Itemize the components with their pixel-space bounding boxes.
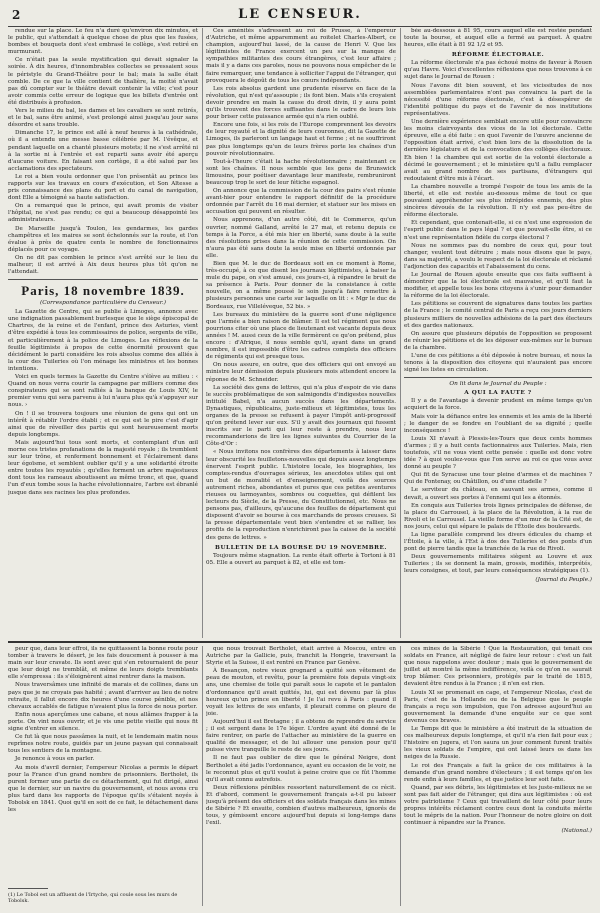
article-paragraph: Le roi a bien voulu ordonner que l'on présentât au prince les rapports sur les travaux en cours d'exécution, et Son Altesse a pris connaissance des plans du port et du canal de navigation, dont Elle a témoigné sa haute satisfaction. <box>8 173 198 202</box>
section-divider <box>8 279 198 280</box>
article-paragraph: Une dernière expérience semblait encore utile pour convaincre les moins clairvoyants des vices de la loi électorale. Cette épreuve, elle a été faite : en quoi l'avenir de l'œuvre ancienne de l'opposition était arrivé, c'est bien lors de la dissolution de la dernière législature et de la convocation des collèges électoraux. Eh bien ! la chambre qui est sortie de la volonté électorale a décimé le gouvernement ; et le ministère qu'il a fallu remplacer avait au grand nombre de ses partisans, d'étrangers qui redoutaient d'être mis à l'écart. <box>404 119 592 182</box>
article-paragraph: On a remarqué que le prince, qui avait promis de visiter l'hôpital, ne s'est pas rendu; ce qui a beaucoup désappointé les administrateurs. <box>8 203 198 224</box>
article-paragraph: Je renonce à vous en parler. <box>15 756 95 763</box>
dateline-subheading: (Correspondance particulière du Censeur.) <box>39 300 167 307</box>
article-paragraph: ces mines de la Sibérie ! Que la Restauration, qui tenait ces soldats en France, ait négligé de faire leur retour : c'est un fait que nous rappelons avec douleur ; mais que le gouvernement de juillet ait montré la même indifférence, voilà ce qu'on ne saurait trop blâmer. Ces prisonniers, protégés par le traité de 1815, devaient être rendus à la France ; il n'en est rien. <box>404 646 592 688</box>
article-paragraph: La chambre nouvelle a trompé l'espoir de tous les amis de la liberté, et elle est restée au-dessous même de tout ce que pouvaient appréhender ses plus intrépides ennemis, des plus sincères dévoués de la révolution. Il n'y est pas peu-être de réforme électorale. <box>404 183 592 219</box>
article-paragraph: Nous ne sommes pas du nombre de ceux qui, pour tout changer, veulent tout détruire ; mais nous disons que le pays, dans sa majorité, a voulu le respect de la loi électorale et réclamé l'adjonction des capacités et l'abaissement du cens. <box>404 242 592 270</box>
article-paragraph: La société des gens de lettres, qui n'a plus d'espoir de vie dans le succès problématique de son salmigondis d'indigestes nouvelles intitulé Babel, n'a aucun succès dans les départements. Dynastiques, républicains, juste-milieux et légitimistes, tous les organes de la presse se refusent à payer l'impôt anti-progressif qu'on prétend lever sur eux. S'il y avait des journaux qui fussent inscrits sur le parti qui leur reste à prendre, nous leur recommanderions de lire les lignes suivantes du Courrier de la Côte-d'Or : <box>206 384 396 448</box>
article-paragraph: Le roi des Français a fait la grâce de ces militaires à la demande d'un grand nombre d'électeurs ; il est temps qu'on les rende enfin à leurs familles, et que justice leur soit faite. <box>404 762 592 783</box>
article-paragraph: Tout-à-l'heure c'était la hache révolutionnaire ; maintenant ce sont les chaînes. Il nous semble que les gens de Brunswick limousins, pour poétiser davantage leur manifeste, rembruniront beaucoup trop le sort de leur fétiche espagnol. <box>206 158 396 186</box>
article-paragraph: Louis XI se promenait en cage, et l'empereur Nicolas, c'est de Paris, c'est de la Hollande ou de la Belgique que le peuple français a reçu son impulsion, que l'on adresse aujourd'hui au gouvernement la demande d'une enquête sur ce que sont devenus ces braves. <box>404 689 592 724</box>
footnote: (1) Le Tobol est un affluent de l'Irtyche, qui coule sous les murs de Tobolsk. <box>8 892 178 904</box>
article-paragraph: On ne dit pas combien le prince s'est arrêté sur le lieu du malheur; il est arrivé à Aix deux heures plus tôt qu'on ne l'attendait. <box>8 254 198 276</box>
feuilleton-column-1 <box>8 646 198 884</box>
article-paragraph: Qui fit de Syracuse une tour pleine d'armes et de machines ? Qui de Fontenay, ou Châtillon, ou d'une citadelle ? <box>404 472 592 486</box>
article-paragraph: bée au-dessous à 81 95, cours auquel elle est restée pendant toute la bourse, et auquel elle a fermé au parquet. À quatre heures, elle était à 81 92 1/2 et 95. <box>404 28 592 49</box>
article-paragraph: De Marseille jusqu'à Toulon, les gendarmes, les gardes champêtres et les maires se sont échelonnés sur la route, et l'on évalue à près de quatre cents le nombre de fonctionnaires déplacés pour ce voyage. <box>8 225 198 253</box>
article-paragraph: « Nous invitons nos confrères des départements à laisser dans leur obscurité les feuilletons-nouvelles qui depuis assez longtemps énervent l'esprit public. L'histoire locale, les biographies, les comptes-rendus d'ouvrages sérieux, les anecdotes utiles qui ont un but de moralité et d'enseignement, voilà des sources autrement riches, abondantes et pures que ces petites aventures rieuses ou larmoyantes, sombres ou coquettes, qui défilent les lecteurs du Siècle, de la Presse, du Constitutionnel, etc. Nous ne pensons pas, d'ailleurs, qu'aucune des feuilles de département qui disposent d'avoir se bourse à ces marchands de proses creuses. Si la presse départementale veut bien s'entendre et se rallier, les profits de la reproduction n'enrichiront pas la caisse de la société des gens de lettres. » <box>206 449 396 541</box>
article-paragraph: Il ne faut pas oublier de dire que le général Neigre, dont Bertholet a été jadis l'ordonnance, ayant eu occasion de le voir, ne le reconnut plus et qu'il voulut à peine croire que ce fût l'homme qu'il avait connu autrefois. <box>206 755 396 783</box>
article-paragraph: Louis XI n'avait à Plessis-les-Tours que deux cents hommes d'armes ; il y a huit cents factionnaires aux Tuileries. Mais, rien toutefois, s'il ne vous vient cette pensée : quelle est donc votre idée ? à quoi voulez-vous que l'on serve au roi ce que vous avez donné au peuple ? <box>404 435 592 471</box>
column-1 <box>8 28 198 638</box>
article-paragraph: On assure que plusieurs députés de l'opposition se proposent de réunir les pétitions et de les déposer eux-mêmes sur le bureau de la chambre. <box>404 330 592 351</box>
article-paragraph: que nous trouvait Bertholet, était arrivé à Moscou, entre en Autriche par la Gallicie, puis, franchit la Hongrie, traversant la Styrie et la Suisse, il est rentré en France par Genève. <box>206 646 396 667</box>
column-rule <box>202 646 203 906</box>
column-rule <box>202 28 203 638</box>
article-paragraph: Il y a de l'avantage à devenir prudent en même temps qu'on acquiert de la force. <box>404 398 592 412</box>
article-paragraph: Ces aménités s'adressent au roi de Prusse, à l'empereur d'Autriche, et même apparemment au roitelet Charles-Albert, ce champion, aujourd'hui lassé, de la cause de Henri V. Que les légitimistes de France exercent un peu sur la manque de sympathies militantes des cours étrangères, c'est leur affaire ; mais il y a dans ces paroles, nous ne pouvons nous empêcher de le faire remarquer, une tendance à solliciter l'appui de l'étranger, qui provoquera le dégoût de tous les cœurs indépendants. <box>206 28 396 84</box>
article-paragraph: Les rois absolus gardent une prudente réserve en face de la révolution, qui n'est qu'assoupie ; ils font bien. Mais s'ils croyaient devoir prendre en main la cause du droit divin, il y aura point qu'ils trouvent des forces suffisantes dans le cadre de leurs lois pour briser cette puissance armée qui n'a rien oublié. <box>206 85 396 121</box>
article-paragraph: Mais voir la défiance entre les ennemis et les amis de la liberté ; le danger de se fondre en l'oubliant de sa dignité ; quelle inconséquence ! <box>404 413 592 434</box>
column-2 <box>206 28 396 638</box>
article-paragraph: rendue sur la place. Le feu n'a duré qu'environ dix minutes, et le public, qui s'attendait à quelque chose de plus que les fusées, bombes et bouquets dont s'est embrasé le collège, s'est retiré en murmurant. <box>8 28 198 56</box>
reform-heading: RÉFORME ÉLECTORALE. <box>451 52 545 59</box>
page-number: 2 <box>12 8 21 22</box>
column-rule <box>400 646 401 906</box>
article-paragraph: peur que, dans leur effroi, ils ne quittassent la bonne route pour tomber à travers le désert, je les fais doucement à pousser à ma main sur leur cravate. Ils sont avec qui s'en retournaient de peur que leur doigt ne tremblât, et même de leurs doigts tremblants elle s'empressa : ils s'éloignèrent ainsi rentrer dans la maison. <box>8 646 198 681</box>
newspaper-page <box>8 4 592 909</box>
article-paragraph: Nous apprenons, d'un autre côté, dit le Commerce, qu'un ouvrier, nommé Galland, arrêté le 27 mai, et retenu depuis ce temps à la Force, a été mis hier en liberté, sans doute à la suite des résolutions prises dans la réunion de cette commission. On n'aura pas été sans doute la seule mise en liberté ordonnée par elle. <box>206 217 396 259</box>
footnote-rule <box>8 888 48 889</box>
article-paragraph: Aujourd'hui il est Bretagne ; il a obtenu de reprendre du service ; il est sergent dans le 17e léger. L'ordre ayant été donné de le faire rentrer, on parle de l'attacher au ministère de la guerre en qualité de messager, et de lui allouer une pension pour qu'il puisse vivre tranquille le reste de ses jours. <box>206 718 396 754</box>
article-paragraph: Ce n'était pas la seule mystification qui devait signaler la soirée. À dix heures, d'innombrables collectes se pressaient sous le péristyle du Grand-Théâtre pour le bal; mais la salle était comble. De ce que la ville contient de thalière, la moitié n'avait pas dû compter sur le théâtre devait contenir la ville; c'est pour avoir commis cette erreur de logique que les billets d'entrée ont été distribués à profusion. <box>8 57 198 106</box>
article-paragraph: Au mois d'avril dernier, l'empereur Nicolas a permis le départ pour la France d'un grand nombre de prisonniers. Bertholet, ils purent former une partie de ce détachement, qui fut dirigé, ainsi que le dernier, sur un navire du gouvernement, et nous avons cru plus tard dans les rapports de l'époque qu'ils s'étaient noyés à Tobolsk en 1841. Quoi qu'il en soit de ce fait, le détachement dans les <box>8 764 198 814</box>
feuilleton-divider <box>8 641 592 643</box>
poem-intro: On lit dans le Journal du Peuple : <box>449 381 547 388</box>
masthead <box>8 4 592 27</box>
article-paragraph: Le Journal de Rouen ajoute ensuite que ces faits suffisent à démontrer que la loi électorale est mauvaise, et qu'il faut la modifier, et appelle tous les bons citoyens à s'unir pour demander la réforme de la loi électorale. <box>404 272 592 300</box>
article-paragraph: Le serviteur du château, en sauvant ses armes, comme il devait, a ouvert ses portes à l'ennemi qui les a étonnés. <box>404 487 592 501</box>
article-paragraph: On nous assure, en outre, que des officiers qui ont envoyé au ministre leur démission depuis plusieurs mois attendent encore la réponse de M. Schneider. <box>206 362 396 383</box>
article-paragraph: En conquis aux Tuileries trois lignes principales de défense, de la place du Carrousel, à la place de la Révolution, à la rue de Rivoli et le Carrousel. La vieille forme d'un mur de la Cité est, de nos jours, celui qui sépare le palais de l'Étoile des boulevards. <box>404 502 592 530</box>
source-signoff: (Journal du Peuple.) <box>535 576 592 583</box>
article-paragraph: Toujours même stagnation. La rente était offerte à Tortoni à 81 05. Elle a ouvert au parquet à 82, et elle est tom- <box>206 552 396 566</box>
article-paragraph: Les bureaux du ministère de la guerre sont d'une négligence que l'armée a bien raison de blâmer. Il est tel régiment que nous pourrions citer où une place de lieutenant est vacante depuis deux années ! M. aussi ceux de la ville fermèrent ce qu'on prétend, plus encore : d'Afrique, il nous semble qu'il, ayant dans un grand nombre, il est impossible d'être les cadres complets des officiers de régiments qui est presque tous. <box>206 311 396 361</box>
column-3 <box>404 28 592 638</box>
article-paragraph: Encore une fois, si les rois de l'Europe comprennent les devoirs de leur royauté et la dignité de leurs couronnes, dit la Gazette de Limoges, ils parleront un langage haut et ferme ; et ne souffriront pas plus longtemps qu'un de leurs frères porte les chaînes d'un pouvoir révolutionnaire. <box>206 122 396 157</box>
section-divider <box>404 377 592 378</box>
article-paragraph: Et cependant, que contenait-elle, si ce n'est une expression de l'esprit public dans le pays légal ? et que pouvait-elle être, si ce n'est une représentation fidèle du corps électoral ? <box>404 220 592 241</box>
article-paragraph: Le Temps dit que le ministère a été instruit de la situation de ces malheureux depuis longtemps, et qu'il n'a rien fait pour eux ; l'histoire en jugera, et l'on saura un jour comment furent traités les vieux soldats de l'empire, qui ont laissé leurs os dans les neiges de la Russie. <box>404 726 592 761</box>
article-paragraph: L'une de ces pétitions a été déposée à notre bureau, et nous la tenons à la disposition des citoyens qui n'auraient pas encore signé les listes en circulation. <box>404 353 592 374</box>
bourse-heading: BULLETIN DE LA BOURSE DU 19 NOVEMBRE. <box>215 544 387 551</box>
feuilleton-column-3 <box>404 646 592 906</box>
feuilleton-column-2 <box>206 646 396 906</box>
article-paragraph: Bien que M. le duc de Bordeaux soit en ce moment à Rome, très-occupé, à ce que disent les journaux légitimistes, à baiser la mule du pape, on s'est amusé, ces jours-ci, à répandre le bruit de sa présence à Paris. Pour donner de la consistance à cette nouvelle, on a même poussé le soin jusqu'à faire remettre à plusieurs personnes une carte sur laquelle on lit : « Mgr le duc de Bordeaux, rue Villeléveque, 52 bis. » <box>206 261 396 310</box>
article-paragraph: Les pétitions se couvrent de signatures dans toutes les parties de la France ; le comité central de Paris a reçu ces jours derniers plusieurs milliers de nouvelles adhésions de la part des électeurs et des gardes nationaux. <box>404 301 592 329</box>
article-paragraph: À Besançon, notre vieux grognard a quitté son vêtement de peau de mouton, et revêtu, pour la première fois depuis vingt-six ans, une chemise de toile qui paraît sous le capote et le pantalon d'ordonnance qu'il avait quittés, lui, qui est devenu par là plus heureux qu'un prince en liberté ! Je l'ai revu à Paris : quand il voyait les lettres de ses enfants, il pleurait comme on pleure de joie. <box>206 668 396 717</box>
article-paragraph: On ! il se trouvera toujours une réunion de gens qui ont un intérêt à rétablir l'ordre établi ; et ce qui est le pire c'est d'agir ainsi que de réveiller des partis qui sont heureusement morts depuis longtemps. <box>8 410 198 438</box>
article-paragraph: Deux réflexions pénibles ressortent naturellement de ce récit. Et d'abord, comment le gouvernement français a-t-il pu laisser jusqu'à présent des officiers et des soldats français dans les mines de Sibérie ? Et ensuite, combien d'autres malheureux, ignorés de tous, y gémissent encore aujourd'hui depuis si long-temps dans l'exil. <box>206 784 396 827</box>
article-paragraph: Deux gouvernements militaires siègent au Louvre et aux Tuileries ; ils se donnent la main, grossis, modifiés, interprétés, leurs consignes, et tout, par leurs conséquences stratégiques (1). <box>404 554 592 575</box>
column-rule <box>400 28 401 638</box>
article-paragraph: Vers le milieu du bal, les dames et les cavaliers se sont retirés, et le bal, sans être animé, s'est prolongé ainsi jusqu'au jour sans désordre et sans trouble. <box>8 108 198 129</box>
article-paragraph: On annonce que la commission de la cour des pairs s'est réunie avant-hier pour entendre le rapport définitif de la procédure ordonnée par l'arrêt du 16 mai dernier, et statuer sur les mises en accusation qui peuvent en résulter. <box>206 188 396 216</box>
article-paragraph: Quand, par ses débris, les légitimistes et les juste-milieux ne se sont pas fait aider de l'étranger, qui dira aux légitimistes : où est votre patriotisme ? Ceux qui travaillent de leur côté pour leurs propres intérêts réclament contre ceux dont la conduite mérite tout le mépris de la nation. Pour l'honneur de notre gloire on doit continuer à répandre sur la France. <box>404 784 592 827</box>
article-paragraph: Enfin nous aperçûmes une cabane, et nous allâmes frapper à la porte. On vint nous ouvrir, et je vis une petite vieille qui nous fit signe d'entrer en silence. <box>8 711 198 733</box>
article-paragraph: La ligne parallèle comprend les divers édicules du champ et l'Étoile, à la ville, à l'Est à dos des Tuileries et des ponts d'un pont de pierre tandis que la tranchée de la rue de Rivoli. <box>404 532 592 553</box>
article-paragraph: Nous traversâmes une infinité de marais et de collines, dans un pays que je ne croyais pas habité ; avant d'arriver au lieu de notre retraite, il fallut encore dix heures d'une course pénible, et nos chevaux accablés de fatigue n'avaient plus la force de nous porter. <box>8 682 198 710</box>
article-paragraph: Mais aujourd'hui tous sont morts, et contemplant d'un œil morne ces tristes profanations de la majesté royale ; ils tremblent sur leur trône, et renferment bonnement et l'éclairement dans leur égoïsme, et semblent oublier qu'il y a une solidarité étroite entre toutes les royautés ; qu'elles forment un arbre majestueux dont tous les rameaux aboutissent au même tronc, et que, quand l'un d'eux tombe sous la hache révolutionnaire, l'arbre est ébranlé jusque dans ses racines les plus profondes. <box>8 439 198 496</box>
article-paragraph: Nous l'avons dit bien souvent, et les vicissitudes de nos assemblées parlementaires n'ont pas convaincu la part de la nécessité d'une réforme électorale, c'est à désespérer de l'identité politique du pays et de l'avenir de nos institutions représentatives. <box>404 82 592 117</box>
poem-heading: A QUI LA FAUTE ? <box>464 390 532 397</box>
dateline-heading: Paris, 18 novembre 1839. <box>21 283 185 299</box>
article-paragraph: Voici en quels termes la Gazette du Centre s'élève au milieu : ‹ Quand on nous verra courir la campagne par milliers comme des conspirateurs qui se sont ralliés à la banque de Louis XIV, le premier venu qui sera parvenu à lui n'aura plus qu'à s'appuyer sur nous. › <box>8 374 198 409</box>
newspaper-title: LE CENSEUR. <box>238 7 362 22</box>
article-paragraph: Ce fut là que nous passâmes la nuit, et le lendemain matin nous reprîmes notre route, guidés par un jeune paysan qui connaissait tous les sentiers de la montagne. <box>8 734 198 755</box>
source-signoff: (National.) <box>561 828 592 835</box>
article-paragraph: Dimanche 17, le prince est allé à neuf heures à la cathédrale, où il a entendu une messe basse célébrée par M. l'évêque, et pendant laquelle on a chanté plusieurs motets; il ne s'est arrêté ni à la sortie ni à l'entrée et est reparti sans avoir été aperçu d'aucune voiture. En faisant son cortège, il a été salué par les acclamations des spectateurs. <box>8 130 198 172</box>
article-paragraph: La Gazette de Centre, qui se publie à Limoges, annonce avec une indignation passablement burlesque que le siège épiscopal de Chartres, de la reine et de l'enfant, prince des Asturies, vient d'être expédié à tous les commissaires de police, sergents de ville, et particulièrement à la police de Limoges. Les réflexions de la feuille légitimiste à propos de cette énormité prouvent que décidément le parti considère les rois absolus comme des alliés à la cour des Tuileries où l'on ménage les ministres et les bonnes intentions. <box>8 309 198 372</box>
article-paragraph: La réforme électorale n'a pas échoué moins de faveur à Rouen qu'au Havre. Voici d'excellentes réflexions que nous trouvons à ce sujet dans le Journal de Rouen : <box>404 60 592 81</box>
